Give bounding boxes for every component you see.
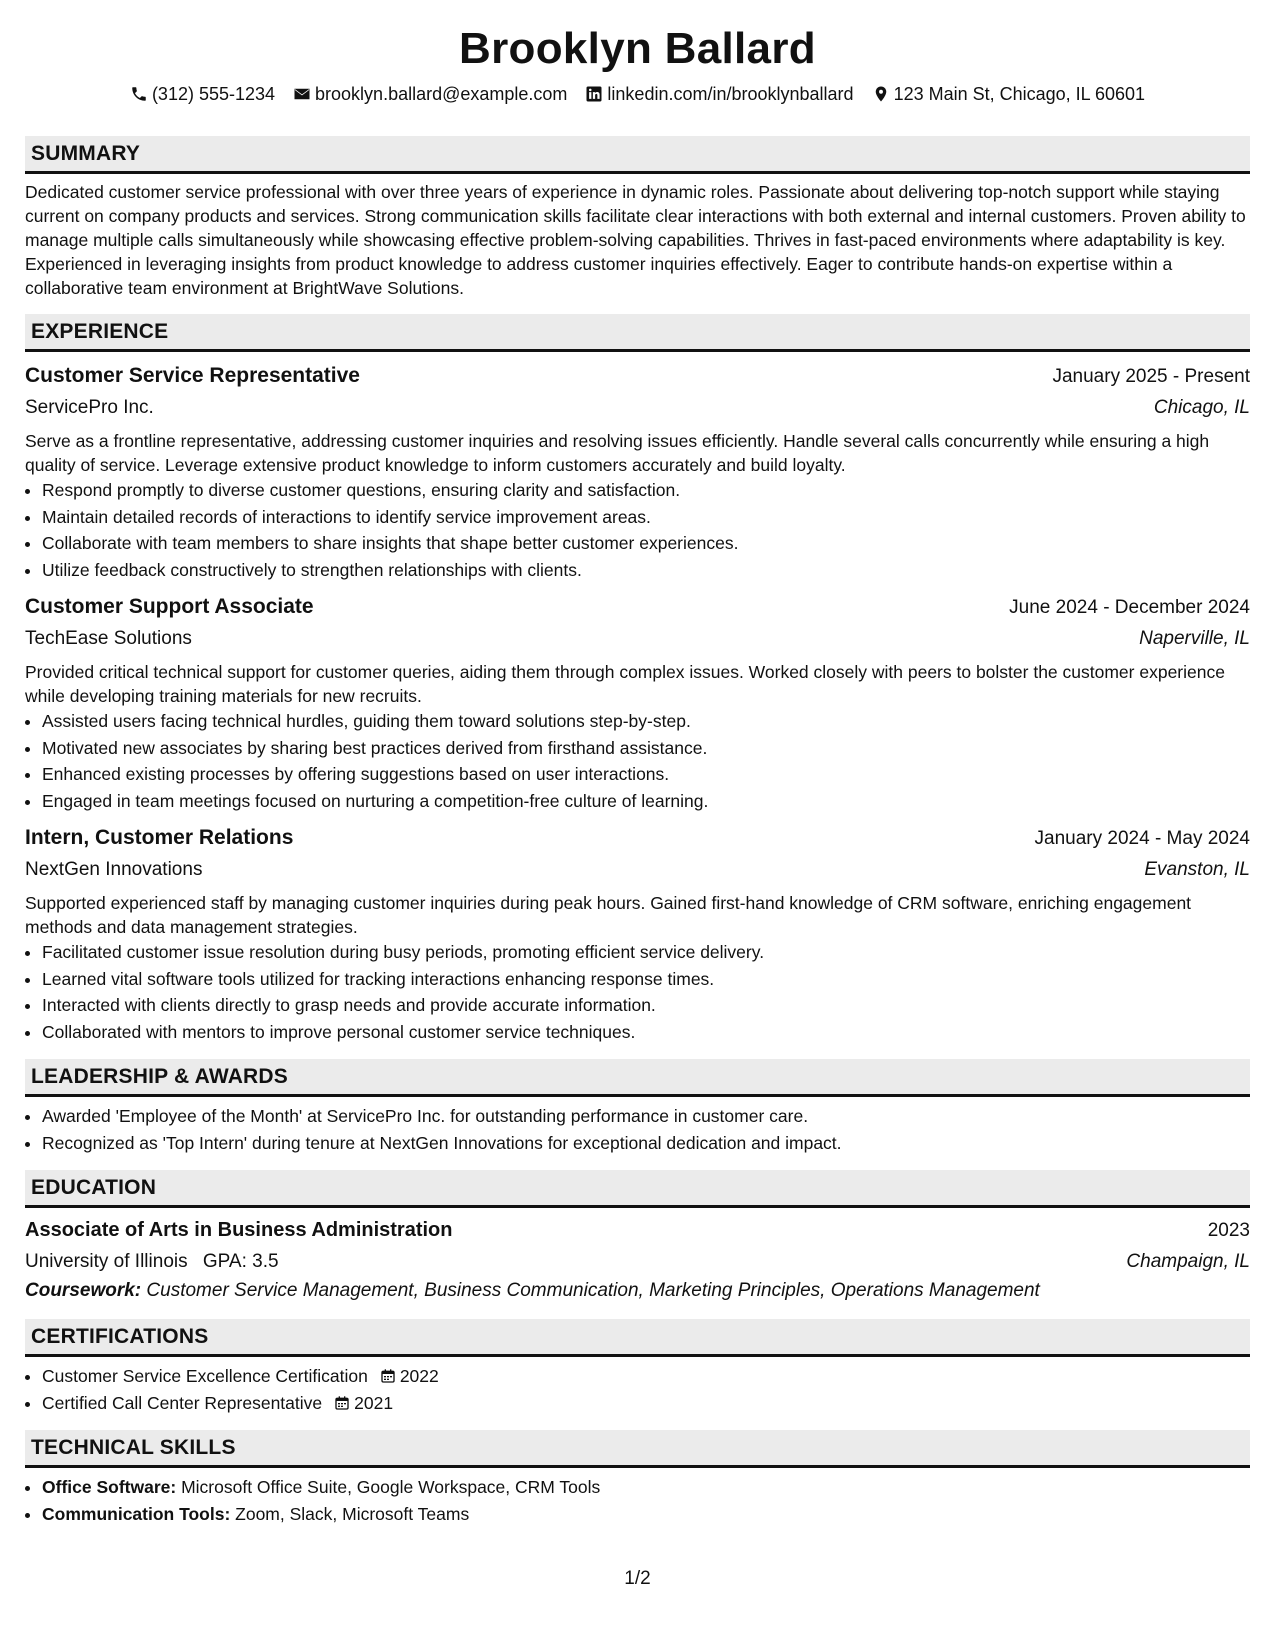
certifications-list [25, 1363, 1250, 1416]
list-item: • Engaged in team meetings focused on nurturing a competition-free culture of learning. [42, 788, 1250, 815]
phone-text: (312) 555-1234 [151, 84, 276, 104]
summary-text: Dedicated customer service professional with over three years of experience in dynamic roles. Passionate about delivering top-notch support while staying current on company products and services. Strong communication skills facilitate clear interactions with both external and internal customers. Proven ability to manage multiple calls simultaneously while showcasing effective problem-solving capabilities. Thrives in fast-paced environments where adaptability is key. Experienced in leveraging insights from product knowledge to address customer inquiries effectively. Eager to contribute hands-on expertise within a collaborative team environment at BrightWave Solutions. [25, 182, 1246, 298]
gpa: GPA: 3.5 [202, 1251, 279, 1272]
section-heading-experience: EXPERIENCE [25, 314, 1250, 352]
job-description: Supported experienced staff by managing customer inquiries during peak hours. Gained first-hand knowledge of CRM software, enriching engagement methods and data management strategies. [25, 893, 1192, 937]
list-item [42, 1474, 1250, 1501]
job-title: Customer Support Associate [25, 595, 314, 618]
linkedin-text: linkedin.com/in/brooklynballard [607, 84, 854, 104]
list-item: • Assisted users facing technical hurdles, guiding them toward solutions step-by-step. [42, 708, 1250, 735]
list-item: • Interacted with clients directly to grasp needs and provide accurate information. [42, 992, 1250, 1019]
section-heading-certifications: CERTIFICATIONS [25, 1319, 1250, 1357]
job-bullets [25, 939, 1250, 1045]
contact-bar [25, 82, 1250, 106]
leadership-list [25, 1103, 1250, 1156]
degree-title: Associate of Arts in Business Administration [25, 1219, 453, 1241]
job-entry [25, 822, 1250, 1045]
job-entry [25, 591, 1250, 814]
certification-year: 2021 [354, 1392, 394, 1413]
certification-name: • Customer Service Excellence Certification [42, 1366, 368, 1386]
list-item: • Enhanced existing processes by offering suggestions based on user interactions. [42, 761, 1250, 788]
list-item: • Awarded 'Employee of the Month' at ServicePro Inc. for outstanding performance in customer care. [42, 1103, 1250, 1130]
skill-label: Office Software: [42, 1477, 177, 1497]
skills-section [25, 1430, 1250, 1527]
list-item: • Facilitated customer issue resolution during busy periods, promoting efficient service delivery. [42, 939, 1250, 966]
job-entry [25, 360, 1250, 583]
job-location: Naperville, IL [1139, 628, 1250, 649]
list-item: • Maintain detailed records of interactions to identify service improvement areas. [42, 504, 1250, 531]
contact-address [872, 82, 1146, 106]
list-item [42, 1501, 1250, 1528]
certifications-section [25, 1319, 1250, 1416]
contact-email[interactable] [293, 82, 567, 106]
linkedin-icon [585, 85, 603, 103]
job-description: Provided critical technical support for customer queries, aiding them through complex issues. Worked closely with peers to bolster the customer experience while developing training materials for new recruits. [25, 662, 1225, 706]
job-bullets [25, 708, 1250, 814]
coursework-label: Coursework: [25, 1280, 142, 1301]
job-dates: January 2025 - Present [1052, 366, 1250, 387]
job-company: TechEase Solutions [25, 628, 192, 649]
list-item: • Motivated new associates by sharing best practices derived from firsthand assistance. [42, 735, 1250, 762]
section-heading-skills: TECHNICAL SKILLS [25, 1430, 1250, 1468]
job-title: Customer Service Representative [25, 364, 360, 387]
job-company: ServicePro Inc. [25, 397, 154, 418]
school-name: University of Illinois [25, 1251, 188, 1272]
graduation-year: 2023 [1207, 1220, 1250, 1241]
calendar-icon [380, 1368, 396, 1384]
contact-phone [130, 82, 275, 106]
job-location: Chicago, IL [1153, 397, 1250, 418]
job-dates: January 2024 - May 2024 [1034, 828, 1250, 849]
envelope-icon [293, 85, 311, 103]
education-section [25, 1170, 1250, 1305]
job-title: Intern, Customer Relations [25, 826, 294, 849]
list-item: • Learned vital software tools utilized for tracking interactions enhancing response times. [42, 966, 1250, 993]
list-item: • Respond promptly to diverse customer questions, ensuring clarity and satisfaction. [42, 477, 1250, 504]
leadership-section [25, 1059, 1250, 1156]
skill-value: Zoom, Slack, Microsoft Teams [235, 1503, 470, 1524]
list-item: • Utilize feedback constructively to strengthen relationships with clients. [42, 557, 1250, 584]
section-heading-summary: SUMMARY [25, 136, 1250, 174]
email-text: brooklyn.ballard@example.com [315, 84, 568, 104]
skill-label: Communication Tools: [42, 1503, 231, 1524]
list-item [42, 1390, 1250, 1417]
school-location: Champaign, IL [1126, 1251, 1250, 1272]
list-item [42, 1363, 1250, 1390]
job-dates: June 2024 - December 2024 [1009, 597, 1250, 618]
skill-value: Microsoft Office Suite, Google Workspace, CRM Tools [181, 1477, 601, 1497]
list-item: • Collaborated with mentors to improve personal customer service techniques. [42, 1019, 1250, 1046]
calendar-icon [334, 1395, 350, 1411]
phone-icon [130, 85, 148, 103]
section-heading-education: EDUCATION [25, 1170, 1250, 1208]
coursework-list: Customer Service Management, Business Communication, Marketing Principles, Operations Management [146, 1280, 1040, 1301]
summary-section [25, 136, 1250, 300]
coursework [25, 1277, 1250, 1305]
resume-page [25, 0, 1250, 1527]
contact-linkedin[interactable] [585, 82, 853, 106]
job-description: Serve as a frontline representative, addressing customer inquiries and resolving issues efficiently. Handle several calls concurrently while ensuring a high quality of service. Leverage extensive product knowledge to inform customers accurately and build loyalty. [25, 431, 1210, 475]
job-location: Evanston, IL [1144, 859, 1250, 880]
certification-year: 2022 [399, 1366, 439, 1386]
experience-section [25, 314, 1250, 1045]
skills-list [25, 1474, 1250, 1527]
job-company: NextGen Innovations [25, 859, 203, 880]
certification-name: • Certified Call Center Representative [42, 1392, 323, 1413]
candidate-name: Brooklyn Ballard [459, 24, 816, 73]
section-heading-leadership: LEADERSHIP & AWARDS [25, 1059, 1250, 1097]
map-pin-icon [872, 85, 890, 103]
list-item: • Recognized as 'Top Intern' during tenure at NextGen Innovations for exceptional dedication and impact. [42, 1130, 1250, 1157]
list-item: • Collaborate with team members to share insights that shape better customer experiences. [42, 530, 1250, 557]
page-number: 1/2 [624, 1568, 651, 1589]
address-text: 123 Main St, Chicago, IL 60601 [893, 84, 1146, 104]
job-bullets [25, 477, 1250, 583]
